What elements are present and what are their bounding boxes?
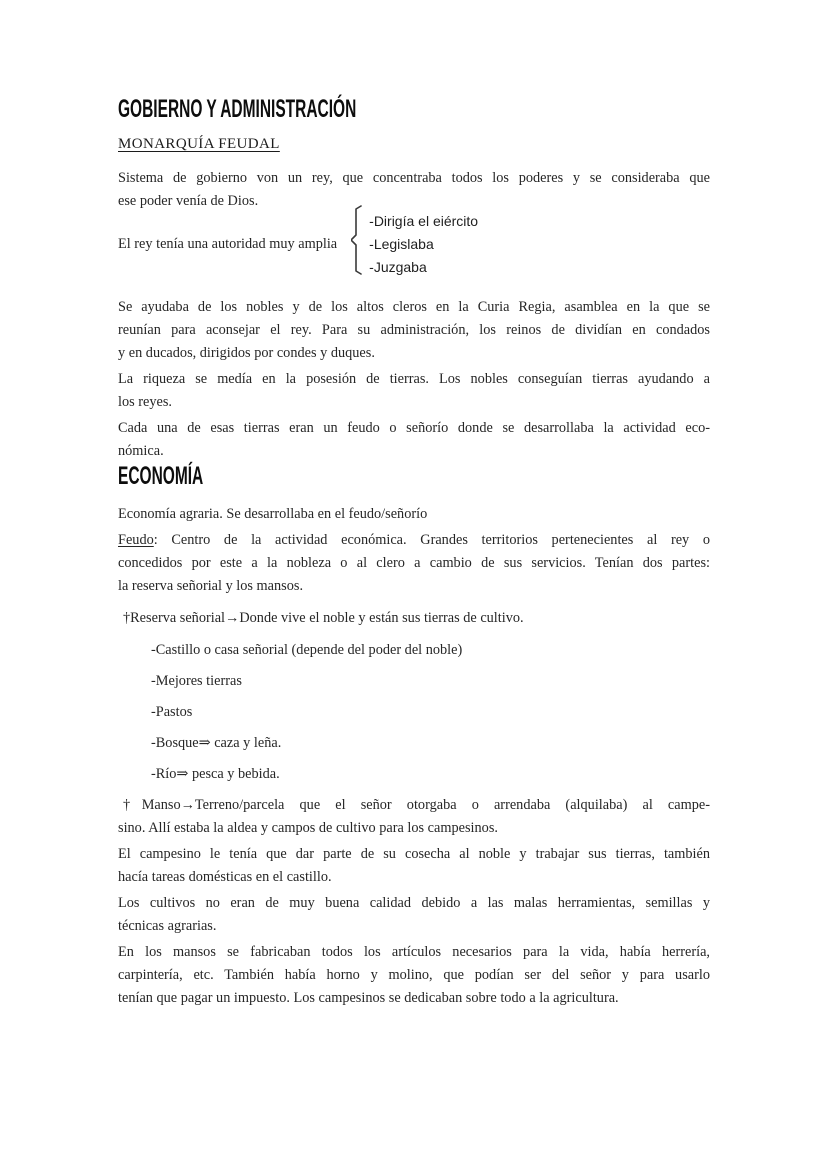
- text-line: sino. Allí estaba la aldea y campos de cultivo para los campesinos.: [118, 820, 498, 836]
- document-content: [118, 95, 710, 1013]
- list-item: -Bosque⇒ caza y leña.: [151, 735, 282, 751]
- text-line: Cada una de esas tierras eran un feudo o señorío donde se desarrollaba la actividad eco-: [118, 420, 710, 436]
- text-line: Los cultivos no eran de muy buena calidad debido a las malas herramientas, semillas y: [118, 895, 710, 911]
- reserva-sub-list: [118, 639, 710, 786]
- list-item: -Castillo o casa señorial (depende del poder del noble): [151, 642, 463, 658]
- authority-items-list: [369, 210, 478, 279]
- text-line: Se ayudaba de los nobles y de los altos cleros en la Curia Regia, asamblea en la que se: [118, 299, 710, 315]
- text-line: Economía agraria. Se desarrollaba en el feudo/señorío: [118, 506, 428, 522]
- list-item: -Río⇒ pesca y bebida.: [151, 766, 280, 782]
- text-line: †Manso→Terreno/parcela que el señor otorgaba o arrendaba (alquilaba) al campe-: [123, 797, 710, 813]
- feudo-line-rest: : Centro de la actividad económica. Grandes territorios pertenecientes al rey o: [153, 532, 710, 548]
- text-line: nómica.: [118, 443, 164, 459]
- paragraph-economia-agraria: [118, 503, 710, 526]
- section-heading-economia: [118, 462, 710, 490]
- authority-item: -Dirigía el eiército: [369, 212, 479, 229]
- authority-item: -Juzgaba: [369, 258, 427, 275]
- text-line: carpintería, etc. También había horno y molino, que podían ser del señor y para usarlo: [118, 967, 710, 983]
- text-line: la reserva señorial y los mansos.: [118, 578, 304, 594]
- text-line: [118, 529, 710, 552]
- text-line: El campesino le tenía que dar parte de su cosecha al noble y trabajar sus tierras, también: [118, 846, 710, 862]
- list-item-manso: [118, 794, 710, 840]
- text-line: La riqueza se medía en la posesión de tierras. Los nobles conseguían tierras ayudando a: [118, 371, 710, 387]
- text-line: reunían para aconsejar el rey. Para su administración, los reinos de dividían en condados: [118, 322, 710, 338]
- authority-bracket-group: [118, 204, 710, 284]
- section-heading-economia-text: ECONOMÍA: [118, 462, 204, 490]
- brace-icon: [351, 204, 363, 284]
- text-line: En los mansos se fabricaban todos los artículos necesarios para la vida, había herrería,: [118, 944, 710, 960]
- feudo-term-underlined: Feudo: [118, 532, 154, 548]
- paragraph-cultivos-calidad: [118, 892, 710, 938]
- paragraph-curia-regia: [118, 296, 710, 365]
- paragraph-campesino-cosecha: [118, 843, 710, 889]
- subheading-monarquia-feudal: MONARQUÍA FEUDAL: [118, 136, 280, 152]
- text-line: concedidos por este a la nobleza o al clero a cambio de sus servicios. Tenían dos partes:: [118, 555, 710, 571]
- text-line: ese poder venía de Dios.: [118, 193, 259, 209]
- text-line: y en ducados, dirigidos por condes y duques.: [118, 345, 375, 361]
- section-heading-gobierno: [118, 95, 710, 123]
- list-item-reserva-senorial: [118, 607, 710, 630]
- text-line: los reyes.: [118, 394, 172, 410]
- authority-item: -Legislaba: [369, 235, 434, 252]
- list-item: -Pastos: [151, 704, 193, 720]
- paragraph-feudo-definicion: [118, 529, 710, 598]
- paragraph-feudo-senorio: [118, 417, 710, 463]
- list-item: -Mejores tierras: [151, 673, 242, 689]
- section-heading-gobierno-text: GOBIERNO Y ADMINISTRACIÓN: [118, 95, 357, 123]
- paragraph-riqueza-tierras: [118, 368, 710, 414]
- text-line: †Reserva señorial→Donde vive el noble y están sus tierras de cultivo.: [123, 610, 524, 626]
- paragraph-mansos-articulos: [118, 941, 710, 1010]
- text-line: Sistema de gobierno von un rey, que concentraba todos los poderes y se consideraba que: [118, 170, 710, 186]
- text-line: tenían que pagar un impuesto. Los campesinos se dedicaban sobre todo a la agricultura.: [118, 990, 619, 1006]
- text-line: hacía tareas domésticas en el castillo.: [118, 869, 332, 885]
- authority-lead-text: El rey tenía una autoridad muy amplia: [118, 235, 338, 252]
- text-line: técnicas agrarias.: [118, 918, 217, 934]
